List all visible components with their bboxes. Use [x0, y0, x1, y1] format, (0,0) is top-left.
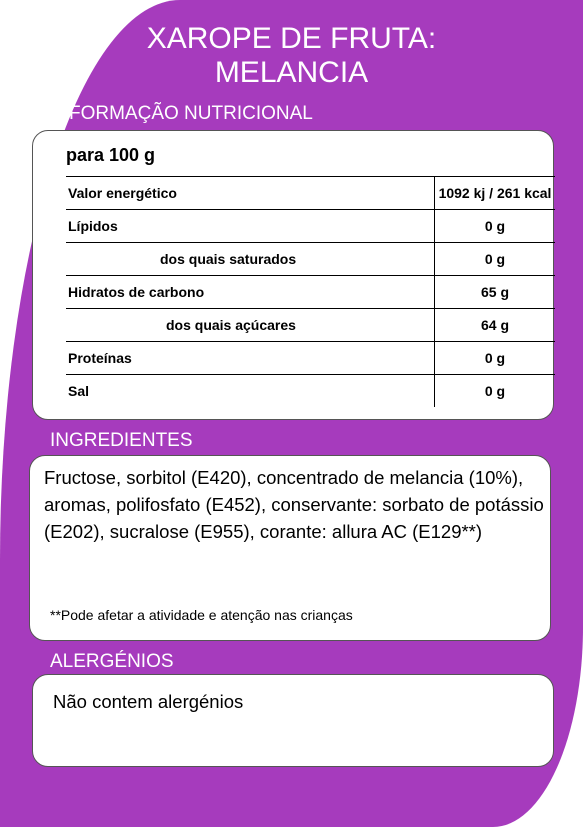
row-label: Sal [66, 375, 435, 408]
row-label: dos quais saturados [66, 243, 435, 276]
table-row [66, 276, 555, 309]
allergens-heading: ALERGÉNIOS [50, 651, 174, 672]
allergens-text: Não contem alergénios [53, 691, 244, 712]
nutrition-per: para 100 g [66, 145, 156, 165]
row-value: 65 g [435, 276, 556, 309]
table-row [66, 375, 555, 408]
table-row [66, 177, 555, 210]
ingredients-note: **Pode afetar a atividade e atenção nas crianças [50, 607, 353, 623]
row-value: 0 g [435, 243, 556, 276]
table-row [66, 210, 555, 243]
row-value: 0 g [435, 342, 556, 375]
allergens-box [32, 674, 554, 767]
nutrition-heading: INFORMAÇÃO NUTRICIONAL [50, 103, 313, 124]
title-line-2: MELANCIA [214, 56, 369, 89]
row-label: dos quais açúcares [66, 309, 435, 342]
table-row [66, 309, 555, 342]
ingredients-heading: INGREDIENTES [50, 430, 193, 451]
ingredients-box [29, 455, 551, 641]
table-row [66, 342, 555, 375]
ingredients-text: Fructose, sorbitol (E420), concentrado de melancia (10%), aromas, polifosfato (E452), conservante: sorbato de potássio (E202), sucralose (E955), corante: allura AC (E129**) [44, 467, 544, 542]
row-value: 0 g [435, 210, 556, 243]
row-label: Lípidos [66, 210, 435, 243]
nutrition-table [66, 176, 555, 407]
row-value: 0 g [435, 375, 556, 408]
row-label: Proteínas [66, 342, 435, 375]
product-title [0, 22, 583, 90]
row-value: 64 g [435, 309, 556, 342]
title-line-1: XAROPE DE FRUTA: [146, 22, 437, 55]
row-label: Hidratos de carbono [66, 276, 435, 309]
row-label: Valor energético [66, 177, 435, 210]
nutrition-box [32, 130, 554, 420]
table-row [66, 243, 555, 276]
row-value: 1092 kj / 261 kcal [435, 177, 556, 210]
